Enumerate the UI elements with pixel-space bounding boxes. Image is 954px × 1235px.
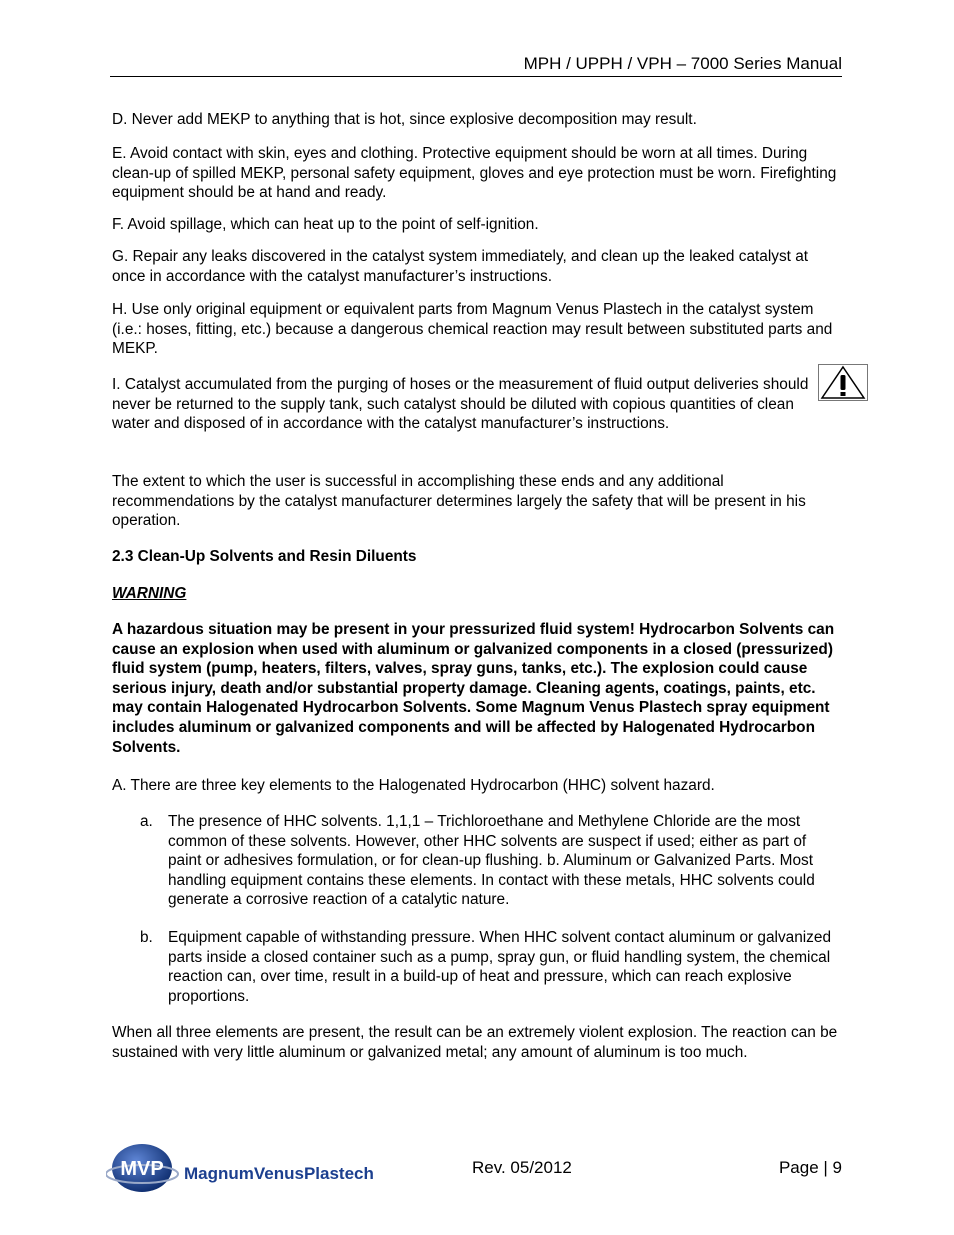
paragraph-e: E. Avoid contact with skin, eyes and clothing. Protective equipment should be worn at all times. During clean-up of spilled MEKP, personal safety equipment, gloves and eye protection must be worn. Firefighting equipment should be at hand and ready. — [112, 145, 837, 202]
warning-triangle-icon — [818, 364, 868, 401]
document-title: MPH / UPPH / VPH – 7000 Series Manual — [523, 54, 842, 73]
warning-text: A hazardous situation may be present in your pressurized fluid system! Hydrocarbon Solvents can cause an explosion when used with aluminum or galvanized components in a closed (pressurized) fluid system (pump, heaters, filters, valves, spray guns, tanks, etc.). The explosion could cause serious injury, death and/or substantial property damage. Cleaning agents, coatings, paints, etc. may contain Halogenated Hydrocarbon Solvents. Some Magnum Venus Plastech spray equipment includes aluminum or galvanized components and will be affected by Halogenated Hydrocarbon Solvents. — [112, 621, 835, 756]
paragraph-h-block — [112, 300, 844, 359]
list-marker: a. — [140, 813, 153, 830]
paragraph-i-block — [112, 375, 818, 434]
paragraph-f-block — [112, 215, 844, 235]
paragraph-i: I. Catalyst accumulated from the purging of hoses or the measurement of fluid output deliveries should never be returned to the supply tank, such catalyst should be diluted with copious quantities of clean water and disposed of in accordance with the catalyst manufacturer’s instructions. — [112, 376, 809, 433]
company-name: MagnumVenusPlastech — [184, 1164, 374, 1183]
page-footer — [0, 1130, 954, 1210]
paragraph-extent-block — [112, 472, 844, 531]
revision-date: Rev. 05/2012 — [472, 1158, 572, 1177]
warning-label-block — [112, 584, 844, 604]
list-item-text: Equipment capable of withstanding pressure. When HHC solvent contact aluminum or galvanized parts inside a closed container such as a pump, spray gun, or fluid handling system, the chemical reaction can, over time, result in a build-up of heat and pressure, which can reach explosive proportions. — [168, 929, 831, 1005]
paragraph-h: H. Use only original equipment or equivalent parts from Magnum Venus Plastech in the catalyst system (i.e.: hoses, fitting, etc.) because a dangerous chemical reaction may result between substituted parts and MEKP. — [112, 301, 833, 358]
list-item — [140, 928, 842, 1006]
paragraph-g-block — [112, 247, 844, 286]
conclusion-paragraph: When all three elements are present, the result can be an extremely violent explosion. The reaction can be sustained with very little aluminum or galvanized metal; any amount of aluminum is too much. — [112, 1024, 838, 1061]
page-content — [112, 110, 844, 130]
paragraph-g: G. Repair any leaks discovered in the catalyst system immediately, and clean up the leaked catalyst at once in accordance with the catalyst manufacturer’s instructions. — [112, 248, 809, 285]
hazard-intro: A. There are three key elements to the Halogenated Hydrocarbon (HHC) solvent hazard. — [112, 777, 715, 794]
logo-mark-text: MVP — [120, 1158, 164, 1180]
warning-label: WARNING — [112, 585, 187, 602]
section-heading: 2.3 Clean-Up Solvents and Resin Diluents — [112, 548, 417, 565]
list-marker: b. — [140, 929, 153, 946]
conclusion-block — [112, 1023, 844, 1062]
paragraph-d: D. Never add MEKP to anything that is hot, since explosive decomposition may result. — [112, 111, 697, 128]
warning-text-block — [112, 620, 844, 757]
page-header — [110, 54, 842, 77]
paragraph-extent: The extent to which the user is successful in accomplishing these ends and any additional recommendations by the catalyst manufacturer determines largely the safety that will be present in his operation. — [112, 473, 806, 530]
company-logo — [106, 1138, 396, 1196]
paragraph-e-block — [112, 144, 844, 203]
paragraph-f: F. Avoid spillage, which can heat up to the point of self-ignition. — [112, 216, 539, 233]
list-item-text: The presence of HHC solvents. 1,1,1 – Trichloroethane and Methylene Chloride are the most common of these solvents. However, other HHC solvents are suspect if used; either as part of paint or adhesives formulation, or for clean-up flushing. b. Aluminum or Galvanized Parts. Most handling equipment contains these elements. In contact with these metals, HHC solvents could generate a corrosive reaction of a catalytic nature. — [168, 813, 815, 909]
list-item — [140, 812, 842, 910]
section-heading-block — [112, 547, 844, 567]
page-number: Page | 9 — [778, 1158, 842, 1177]
hazard-intro-block — [112, 776, 844, 796]
